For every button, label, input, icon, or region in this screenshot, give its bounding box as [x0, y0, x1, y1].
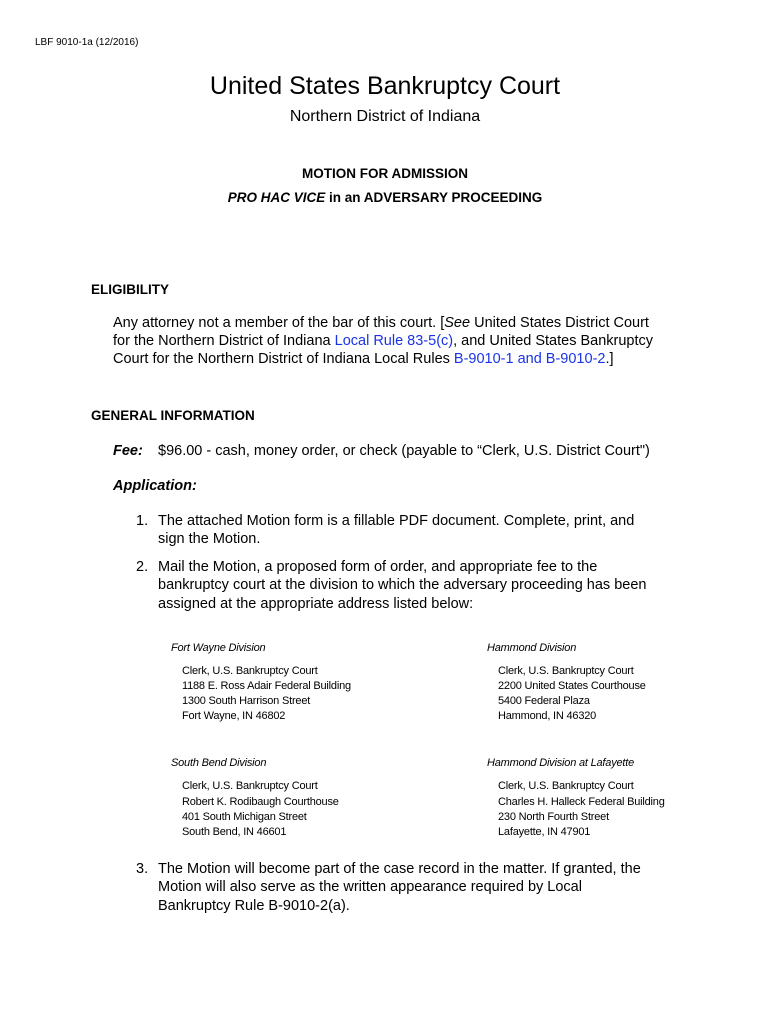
list-item-line: bankruptcy court at the division to which the adversary proceeding has been: [158, 577, 647, 593]
application-label: Application:: [113, 478, 197, 494]
division-name: Hammond Division: [487, 642, 577, 654]
motion-title: MOTION FOR ADMISSION: [302, 166, 468, 181]
motion-subtitle: [0, 190, 770, 205]
division-address-line: Clerk, U.S. Bankruptcy Court: [498, 780, 634, 792]
list-item-line: Bankruptcy Rule B-9010-2(a).: [158, 898, 350, 914]
local-rule-83-5c-link[interactable]: Local Rule 83-5(c): [334, 333, 454, 349]
form-id: LBF 9010-1a (12/2016): [35, 37, 139, 48]
division-address-line: 401 South Michigan Street: [182, 811, 307, 823]
list-item-line: The attached Motion form is a fillable PDF document. Complete, print, and: [158, 513, 635, 529]
division-address-line: 230 North Fourth Street: [498, 811, 609, 823]
division-name: Fort Wayne Division: [171, 642, 266, 654]
division-address-line: 1300 South Harrison Street: [182, 695, 311, 707]
court-title: United States Bankruptcy Court: [209, 72, 561, 100]
division-address-line: Clerk, U.S. Bankruptcy Court: [182, 665, 318, 677]
list-item-line: Mail the Motion, a proposed form of order, and appropriate fee to the: [158, 559, 598, 575]
division-name: South Bend Division: [171, 757, 267, 769]
division-address-line: Fort Wayne, IN 46802: [182, 710, 286, 722]
division-address-line: Robert K. Rodibaugh Courthouse: [182, 796, 339, 808]
list-item-number: 3.: [136, 861, 149, 877]
fee-text: $96.00 - cash, money order, or check (payable to “Clerk, U.S. District Court"): [158, 443, 650, 459]
list-item-line: The Motion will become part of the case record in the matter. If granted, the: [158, 861, 641, 877]
division-address-line: 5400 Federal Plaza: [498, 695, 590, 707]
eligibility-line-2: for the Northern District of Indiana Local Rule 83-5(c), and United States Bankruptcy: [113, 333, 654, 349]
pro-hac-vice: PRO HAC VICE: [227, 190, 326, 205]
list-item-number: 1.: [136, 513, 149, 529]
list-item-line: assigned at the appropriate address listed below:: [158, 596, 474, 612]
division-address-line: Clerk, U.S. Bankruptcy Court: [498, 665, 634, 677]
division-name: Hammond Division at Lafayette: [487, 757, 635, 769]
district-name: Northern District of Indiana: [289, 108, 481, 125]
list-item-number: 2.: [136, 559, 149, 575]
division-address-line: 1188 E. Ross Adair Federal Building: [182, 680, 351, 692]
list-item-line: Motion will also serve as the written appearance required by Local: [158, 879, 582, 895]
motion-subtitle-rest: in an ADVERSARY PROCEEDING: [325, 190, 543, 205]
eligibility-heading: ELIGIBILITY: [91, 282, 170, 297]
division-address-line: 2200 United States Courthouse: [498, 680, 646, 692]
eligibility-line-3: Court for the Northern District of Indiana Local Rules B-9010-1 and B-9010-2.]: [113, 351, 614, 367]
division-address-line: Hammond, IN 46320: [498, 710, 597, 722]
division-address-line: Clerk, U.S. Bankruptcy Court: [182, 780, 318, 792]
local-rules-b9010-link[interactable]: B-9010-1 and B-9010-2: [453, 351, 606, 367]
fee-label: Fee:: [113, 443, 143, 459]
list-item-line: sign the Motion.: [158, 531, 261, 547]
division-address-line: Lafayette, IN 47901: [498, 826, 591, 838]
general-information-heading: GENERAL INFORMATION: [91, 408, 255, 423]
eligibility-line-1: Any attorney not a member of the bar of this court. [See United States District Court: [113, 315, 649, 331]
division-address-line: South Bend, IN 46601: [182, 826, 287, 838]
division-address-line: Charles H. Halleck Federal Building: [498, 796, 665, 808]
